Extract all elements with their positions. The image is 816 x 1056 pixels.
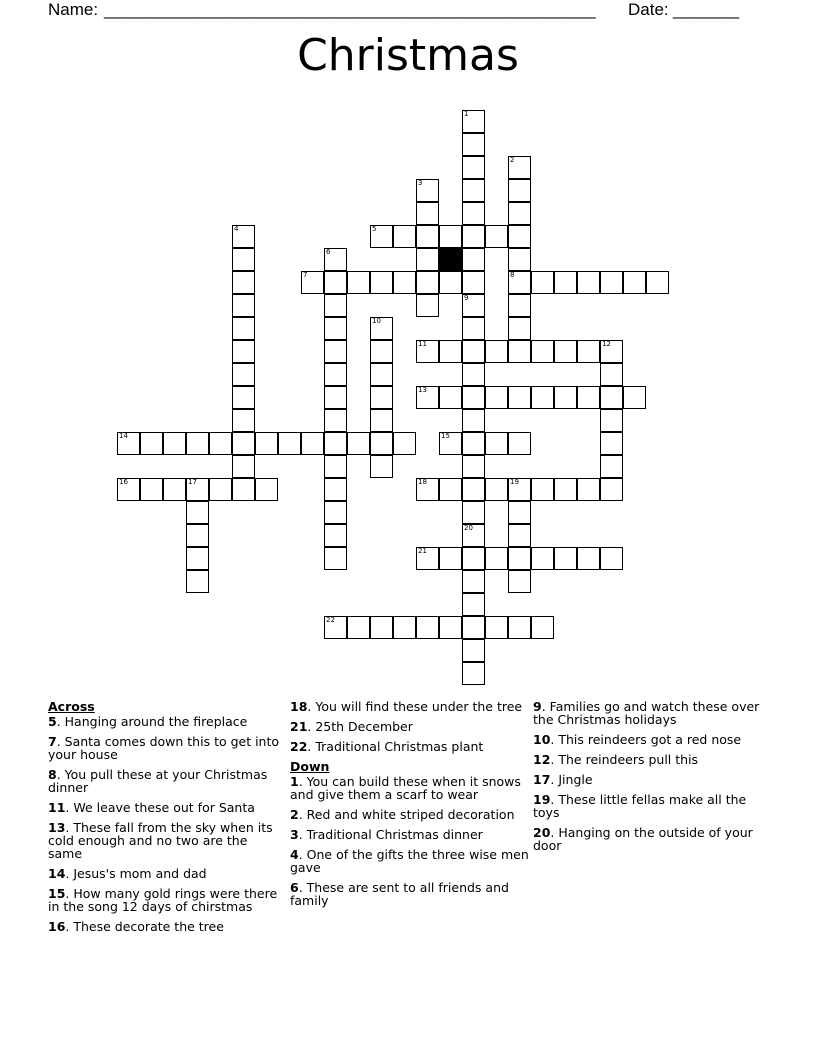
grid-cell[interactable] [485,432,508,455]
grid-cell[interactable] [301,432,324,455]
grid-cell[interactable] [462,225,485,248]
clue-text: These little fellas make all the toys [533,792,747,820]
grid-cell[interactable] [508,501,531,524]
clue-number: 17 [188,478,197,486]
grid-cell[interactable] [554,478,577,501]
grid-cell[interactable] [393,225,416,248]
clue-number: 9 [464,294,469,302]
clue-number: 4 [234,225,239,233]
grid-cell[interactable] [623,386,646,409]
grid-cell[interactable] [462,639,485,662]
clue-text: You pull these at your Christmas dinner [48,767,268,795]
clue-text: These fall from the sky when its cold enough and no two are the same [48,820,273,861]
clue-number: 14 [119,432,128,440]
clue-text: You can build these when it snows and give them a scarf to wear [290,774,521,802]
clue-text: Jingle [558,772,593,787]
grid-cell[interactable] [439,340,462,363]
grid-cell[interactable] [370,386,393,409]
grid-cell[interactable] [462,478,485,501]
grid-block [439,248,462,271]
grid-cell[interactable] [232,317,255,340]
clue-across-22: 22. Traditional Christmas plant [290,739,484,754]
grid-cell[interactable] [416,340,439,363]
grid-cell[interactable] [439,616,462,639]
grid-cell[interactable] [232,432,255,455]
grid-cell[interactable] [508,271,531,294]
grid-cell[interactable] [462,133,485,156]
grid-cell[interactable] [462,317,485,340]
grid-cell[interactable] [462,179,485,202]
grid-cell[interactable] [186,547,209,570]
grid-cell[interactable] [508,317,531,340]
grid-cell[interactable] [140,478,163,501]
clue-text: Traditional Christmas plant [315,739,484,754]
clue-number: 8 [510,271,515,279]
clue-across-8: 8. You pull these at your Christmas dinner [48,767,268,795]
grid-cell[interactable] [186,570,209,593]
grid-cell[interactable] [462,156,485,179]
grid-cell[interactable] [416,202,439,225]
grid-cell[interactable] [531,386,554,409]
grid-cell[interactable] [508,570,531,593]
clue-number: 15 [48,886,66,901]
grid-cell[interactable] [531,547,554,570]
grid-cell[interactable] [577,547,600,570]
grid-cell[interactable] [347,616,370,639]
grid-cell[interactable] [600,386,623,409]
grid-cell[interactable] [462,202,485,225]
clue-number: 15 [441,432,450,440]
grid-cell[interactable] [554,340,577,363]
grid-cell[interactable] [416,225,439,248]
date-line[interactable]: _______ [673,0,740,19]
clue-number: 10 [533,732,551,747]
grid-cell[interactable] [347,271,370,294]
clue-number: 3 [290,827,299,842]
grid-cell[interactable] [462,432,485,455]
grid-cell[interactable] [393,271,416,294]
grid-cell[interactable] [370,271,393,294]
clue-number: 1 [464,110,469,118]
clue-down-12: 12. The reindeers pull this [533,752,699,767]
grid-cell[interactable] [485,616,508,639]
grid-cell[interactable] [324,294,347,317]
grid-cell[interactable] [600,455,623,478]
grid-cell[interactable] [439,271,462,294]
grid-cell[interactable] [370,340,393,363]
grid-cell[interactable] [462,363,485,386]
clue-text: Hanging on the outside of your door [533,825,753,853]
clue-number: 19 [533,792,551,807]
grid-cell[interactable] [370,432,393,455]
grid-cell[interactable] [462,271,485,294]
grid-cell[interactable] [508,524,531,547]
clue-text: Families go and watch these over the Christmas holidays [533,699,760,727]
grid-cell[interactable] [232,225,255,248]
clue-text: These are sent to all friends and family [290,880,509,908]
clue-across-21: 21. 25th December [290,719,413,734]
clue-number: 18 [418,478,427,486]
grid-cell[interactable] [508,294,531,317]
grid-cell[interactable] [462,294,485,317]
grid-cell[interactable] [117,432,140,455]
grid-cell[interactable] [324,363,347,386]
clue-number: 11 [48,800,66,815]
grid-cell[interactable] [508,202,531,225]
clue-number: 13 [418,386,427,394]
clue-number: 1 [290,774,299,789]
clue-number: 14 [48,866,66,881]
grid-cell[interactable] [232,409,255,432]
clue-number: 5 [48,714,57,729]
grid-cell[interactable] [508,432,531,455]
grid-cell[interactable] [485,478,508,501]
clue-text: Santa comes down this to get into your house [48,734,280,762]
clue-number: 7 [48,734,57,749]
grid-cell[interactable] [416,478,439,501]
clue-down-3: 3. Traditional Christmas dinner [290,827,483,842]
grid-cell[interactable] [600,340,623,363]
clue-text: 25th December [315,719,413,734]
grid-cell[interactable] [370,409,393,432]
grid-cell[interactable] [600,271,623,294]
grid-cell[interactable] [554,547,577,570]
grid-cell[interactable] [186,501,209,524]
grid-cell[interactable] [301,271,324,294]
clue-text: One of the gifts the three wise men gave [290,847,529,875]
grid-cell[interactable] [232,340,255,363]
clue-down-6: 6. These are sent to all friends and family [290,880,509,908]
grid-cell[interactable] [485,547,508,570]
grid-cell[interactable] [531,340,554,363]
clue-down-4: 4. One of the gifts the three wise men gave [290,847,529,875]
grid-cell[interactable] [462,662,485,685]
grid-cell[interactable] [508,386,531,409]
grid-cell[interactable] [370,616,393,639]
clue-number: 2 [510,156,515,164]
grid-cell[interactable] [462,593,485,616]
clue-number: 2 [290,807,299,822]
clue-number: 21 [290,719,308,734]
grid-cell[interactable] [462,248,485,271]
grid-cell[interactable] [577,478,600,501]
clue-number: 22 [326,616,335,624]
clue-text: This reindeers got a red nose [558,732,742,747]
grid-cell[interactable] [209,432,232,455]
grid-cell[interactable] [370,317,393,340]
grid-cell[interactable] [600,478,623,501]
across-heading: Across [48,699,95,714]
grid-cell[interactable] [554,386,577,409]
grid-cell[interactable] [577,271,600,294]
clue-number: 12 [533,752,551,767]
grid-cell[interactable] [508,179,531,202]
grid-cell[interactable] [117,478,140,501]
grid-cell[interactable] [508,225,531,248]
grid-cell[interactable] [439,478,462,501]
clue-down-19: 19. These little fellas make all the toys [533,792,747,820]
grid-cell[interactable] [508,248,531,271]
name-line[interactable]: ____________________________________________________ [104,0,596,19]
clue-across-13: 13. These fall from the sky when its cold enough and no two are the same [48,820,273,861]
clue-number: 16 [48,919,66,934]
grid-cell[interactable] [485,225,508,248]
grid-cell[interactable] [232,271,255,294]
grid-cell[interactable] [232,455,255,478]
clue-number: 18 [290,699,308,714]
clue-number: 22 [290,739,308,754]
clue-across-16: 16. These decorate the tree [48,919,224,934]
clue-down-9: 9. Families go and watch these over the Christmas holidays [533,699,760,727]
clue-number: 16 [119,478,128,486]
clue-text: Traditional Christmas dinner [306,827,483,842]
grid-cell[interactable] [462,501,485,524]
grid-cell[interactable] [462,386,485,409]
clue-number: 13 [48,820,66,835]
clue-number: 19 [510,478,519,486]
grid-cell[interactable] [324,340,347,363]
grid-cell[interactable] [186,432,209,455]
clue-text: Hanging around the fireplace [64,714,248,729]
grid-cell[interactable] [324,409,347,432]
clue-number: 10 [372,317,381,325]
grid-cell[interactable] [347,432,370,455]
grid-cell[interactable] [416,271,439,294]
grid-cell[interactable] [324,386,347,409]
grid-cell[interactable] [255,432,278,455]
grid-cell[interactable] [324,455,347,478]
grid-cell[interactable] [508,340,531,363]
grid-cell[interactable] [393,616,416,639]
grid-cell[interactable] [462,616,485,639]
clue-text: How many gold rings were there in the song 12 days of chirstmas [48,886,278,914]
clue-number: 6 [290,880,299,895]
grid-cell[interactable] [462,409,485,432]
grid-cell[interactable] [278,432,301,455]
grid-cell[interactable] [370,363,393,386]
clue-number: 21 [418,547,427,555]
grid-cell[interactable] [508,156,531,179]
grid-cell[interactable] [416,248,439,271]
grid-cell[interactable] [370,225,393,248]
grid-cell[interactable] [531,478,554,501]
grid-cell[interactable] [324,501,347,524]
clues-column-1 [48,700,280,940]
clues-column-2 [290,700,530,914]
grid-cell[interactable] [462,547,485,570]
grid-cell[interactable] [186,478,209,501]
grid-cell[interactable] [462,340,485,363]
grid-cell[interactable] [232,294,255,317]
clue-number: 8 [48,767,57,782]
clue-across-18: 18. You will find these under the tree [290,699,523,714]
grid-cell[interactable] [623,271,646,294]
grid-cell[interactable] [577,340,600,363]
grid-cell[interactable] [324,478,347,501]
clue-number: 5 [372,225,377,233]
clue-number: 4 [290,847,299,862]
down-heading: Down [290,759,330,774]
grid-cell[interactable] [531,616,554,639]
clue-number: 7 [303,271,308,279]
grid-cell[interactable] [232,386,255,409]
grid-cell[interactable] [600,409,623,432]
clue-number: 6 [326,248,331,256]
clue-across-14: 14. Jesus's mom and dad [48,866,207,881]
grid-cell[interactable] [508,547,531,570]
grid-cell[interactable] [416,179,439,202]
date-label: Date: [628,0,669,19]
grid-cell[interactable] [140,432,163,455]
grid-cell[interactable] [462,110,485,133]
clue-down-17: 17. Jingle [533,772,593,787]
clue-across-5: 5. Hanging around the fireplace [48,714,248,729]
clue-down-2: 2. Red and white striped decoration [290,807,515,822]
clue-number: 9 [533,699,542,714]
grid-cell[interactable] [508,616,531,639]
clue-down-1: 1. You can build these when it snows and give them a scarf to wear [290,774,521,802]
grid-cell[interactable] [600,547,623,570]
clue-text: Red and white striped decoration [306,807,515,822]
grid-cell[interactable] [370,455,393,478]
grid-cell[interactable] [600,432,623,455]
grid-cell[interactable] [186,524,209,547]
grid-cell[interactable] [554,271,577,294]
grid-cell[interactable] [600,363,623,386]
grid-cell[interactable] [232,478,255,501]
grid-cell[interactable] [439,432,462,455]
grid-cell[interactable] [324,317,347,340]
clue-text: You will find these under the tree [315,699,523,714]
grid-cell[interactable] [439,547,462,570]
grid-cell[interactable] [255,478,278,501]
clue-number: 20 [464,524,473,532]
clue-across-11: 11. We leave these out for Santa [48,800,255,815]
grid-cell[interactable] [416,616,439,639]
grid-cell[interactable] [324,271,347,294]
grid-cell[interactable] [531,271,554,294]
grid-cell[interactable] [439,225,462,248]
grid-cell[interactable] [439,386,462,409]
grid-cell[interactable] [163,478,186,501]
grid-cell[interactable] [324,524,347,547]
clue-across-15: 15. How many gold rings were there in the song 12 days of chirstmas [48,886,278,914]
grid-cell[interactable] [416,386,439,409]
grid-cell[interactable] [232,363,255,386]
clue-text: Jesus's mom and dad [73,866,207,881]
clue-number: 12 [602,340,611,348]
grid-cell[interactable] [232,248,255,271]
clue-number: 3 [418,179,423,187]
grid-cell[interactable] [485,340,508,363]
grid-cell[interactable] [577,386,600,409]
clue-across-7: 7. Santa comes down this to get into your house [48,734,280,762]
grid-cell[interactable] [163,432,186,455]
grid-cell[interactable] [646,271,669,294]
clue-text: We leave these out for Santa [73,800,255,815]
grid-cell[interactable] [508,478,531,501]
clue-number: 11 [418,340,427,348]
grid-cell[interactable] [416,294,439,317]
name-label: Name: [48,0,99,19]
grid-cell[interactable] [324,616,347,639]
grid-cell[interactable] [393,432,416,455]
clue-down-20: 20. Hanging on the outside of your door [533,825,753,853]
grid-cell[interactable] [462,524,485,547]
grid-cell[interactable] [324,248,347,271]
grid-cell[interactable] [324,432,347,455]
clue-number: 20 [533,825,551,840]
grid-cell[interactable] [324,547,347,570]
grid-cell[interactable] [485,386,508,409]
clues-column-3 [533,700,773,859]
grid-cell[interactable] [209,478,232,501]
clue-text: The reindeers pull this [558,752,699,767]
grid-cell[interactable] [462,570,485,593]
clue-down-10: 10. This reindeers got a red nose [533,732,742,747]
grid-cell[interactable] [416,547,439,570]
clue-text: These decorate the tree [73,919,224,934]
clue-number: 17 [533,772,551,787]
grid-cell[interactable] [462,455,485,478]
page-title: Christmas [297,30,519,81]
